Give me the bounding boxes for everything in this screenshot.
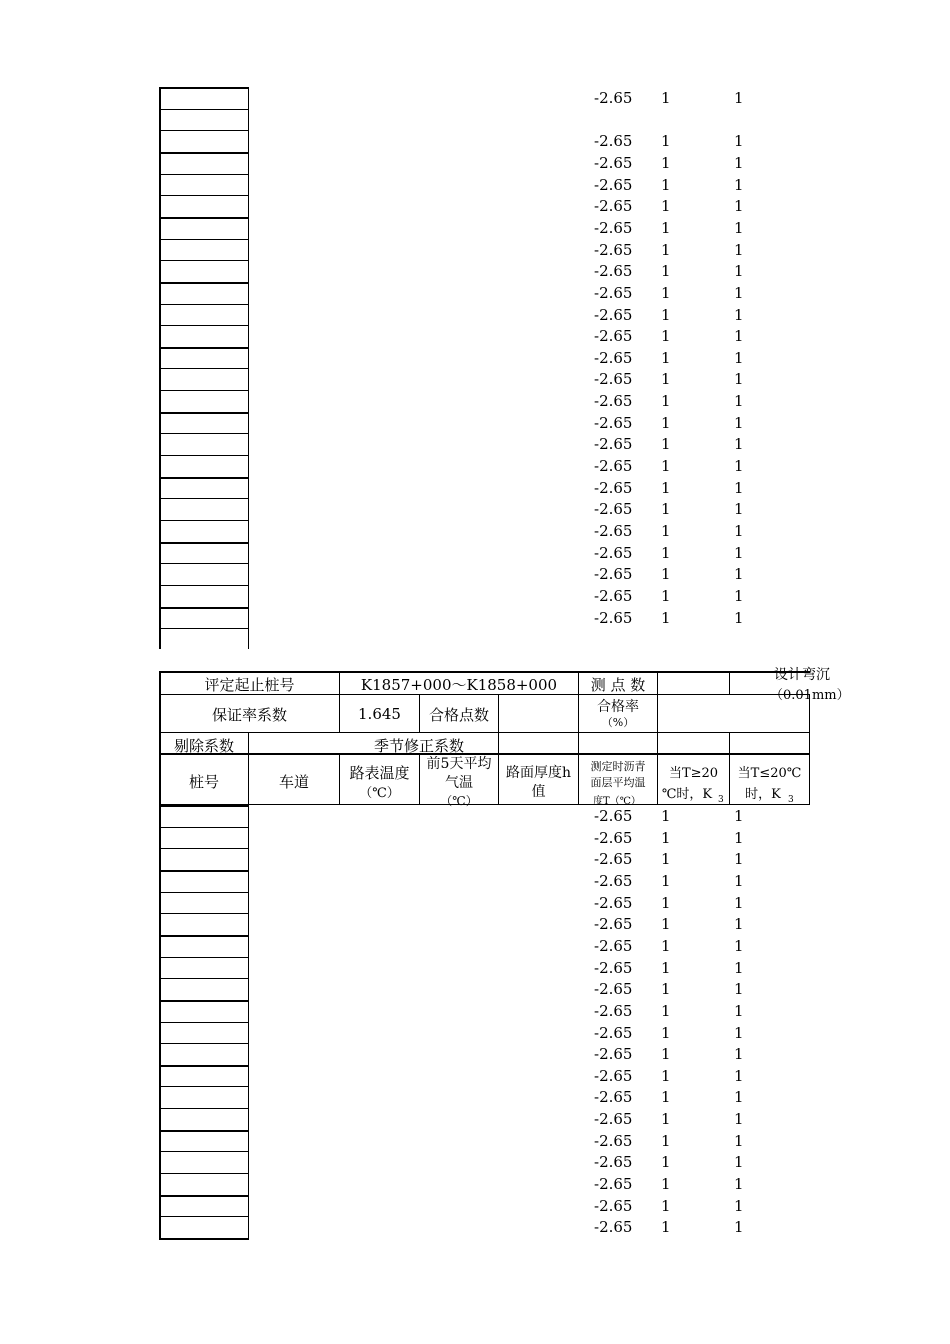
k3-high-value: 1 <box>661 1175 671 1194</box>
k3-low-value: 1 <box>734 1023 744 1042</box>
k3-high-value: 1 <box>661 197 671 216</box>
grid-line <box>159 1086 249 1087</box>
k3-high-value: 1 <box>661 958 671 977</box>
k3-low-value: 1 <box>734 1110 744 1129</box>
col-k3-low-line2: 时，K <box>745 787 781 802</box>
asphalt-temp-value: -2.65 <box>594 936 633 955</box>
k3-low-value: 1 <box>734 1175 744 1194</box>
asphalt-temp-value: -2.65 <box>594 1023 633 1042</box>
grid-line <box>159 913 249 914</box>
asphalt-temp-value: -2.65 <box>594 608 633 627</box>
k3-low-value: 1 <box>734 262 744 281</box>
asphalt-temp-value: -2.65 <box>594 457 633 476</box>
grid-line <box>159 1130 249 1132</box>
asphalt-temp-value: -2.65 <box>594 543 633 562</box>
k3-high-value: 1 <box>661 1196 671 1215</box>
grid-line <box>159 848 249 849</box>
k3-high-value: 1 <box>661 871 671 890</box>
grid-line <box>159 671 810 673</box>
k3-low-value: 1 <box>734 522 744 540</box>
k3-low-value: 1 <box>734 915 744 934</box>
asphalt-temp-value: -2.65 <box>594 1131 633 1150</box>
asphalt-temp-value: -2.65 <box>594 586 633 605</box>
k3-low-value: 1 <box>734 153 744 172</box>
grid-line <box>159 455 249 456</box>
col-asphalt-line2: 面层平均温 <box>590 776 646 789</box>
k3-high-value: 1 <box>661 1110 671 1129</box>
k3-high-value: 1 <box>661 89 671 107</box>
asphalt-temp-value: -2.65 <box>594 1001 633 1020</box>
asphalt-temp-value: -2.65 <box>594 500 633 519</box>
k3-low-value: 1 <box>734 348 744 367</box>
grid-line <box>248 732 249 804</box>
asphalt-temp-value: -2.65 <box>594 89 633 107</box>
k3-low-value: 1 <box>734 370 744 389</box>
grid-line <box>159 1151 249 1152</box>
col-asphalt-line1: 测定时沥青 <box>590 760 646 773</box>
grid-line <box>159 1043 249 1044</box>
k3-high-value: 1 <box>661 1066 671 1085</box>
asphalt-temp-value: -2.65 <box>594 565 633 584</box>
k3-high-value: 1 <box>661 936 671 955</box>
k3-high-value: 1 <box>661 893 671 912</box>
asphalt-temp-value: -2.65 <box>594 1196 633 1215</box>
asphalt-temp-value: -2.65 <box>594 1110 633 1129</box>
k3-low-value: 1 <box>734 1131 744 1150</box>
k3-low-value: 1 <box>734 828 744 847</box>
season-label: 季节修正系数 <box>373 737 464 755</box>
grid-line <box>159 304 249 305</box>
asphalt-temp-value: -2.65 <box>594 958 633 977</box>
eval-range-label: 评定起止桩号 <box>204 676 295 694</box>
k3-high-value: 1 <box>661 435 671 454</box>
pass-points-label: 合格点数 <box>428 706 489 724</box>
grid-line <box>159 732 810 733</box>
col-thickness-line1: 路面厚度h <box>505 765 572 781</box>
asphalt-temp-value: -2.65 <box>594 327 633 346</box>
k3-high-value: 1 <box>661 1001 671 1020</box>
k3-high-value: 1 <box>661 565 671 584</box>
asphalt-temp-value: -2.65 <box>594 413 633 432</box>
k3-low-value: 1 <box>734 413 744 432</box>
eval-range-value: K1857+000～K1858+000 <box>360 676 558 694</box>
k3-low-value: 1 <box>734 980 744 999</box>
k3-low-value: 1 <box>734 1088 744 1107</box>
grid-line <box>159 1195 249 1197</box>
asphalt-temp-value: -2.65 <box>594 807 633 825</box>
k3-high-value: 1 <box>661 1218 671 1237</box>
asphalt-temp-value: -2.65 <box>594 348 633 367</box>
grid-line <box>159 282 249 284</box>
k3-low-value: 1 <box>734 1153 744 1172</box>
k3-high-value: 1 <box>661 828 671 847</box>
col-k3-low-sub: 3 <box>788 795 794 805</box>
col-station: 桩号 <box>188 773 219 791</box>
grid-line <box>159 217 249 219</box>
col-lane: 车道 <box>278 773 309 791</box>
asphalt-temp-value: -2.65 <box>594 197 633 216</box>
grid-line <box>809 694 810 804</box>
grid-line <box>159 607 249 609</box>
grid-line <box>159 1000 249 1002</box>
k3-low-value: 1 <box>734 478 744 497</box>
asphalt-temp-value: -2.65 <box>594 1175 633 1194</box>
k3-high-value: 1 <box>661 1088 671 1107</box>
col-k3-low-line1: 当T≤20℃ <box>737 766 802 781</box>
k3-high-value: 1 <box>661 413 671 432</box>
k3-low-value: 1 <box>734 197 744 216</box>
grid-line <box>159 542 249 544</box>
asphalt-temp-value: -2.65 <box>594 153 633 172</box>
grid-line <box>159 1022 249 1023</box>
k3-low-value: 1 <box>734 240 744 259</box>
k3-low-value: 1 <box>734 500 744 519</box>
k3-low-value: 1 <box>734 1218 744 1237</box>
k3-high-value: 1 <box>661 522 671 540</box>
k3-high-value: 1 <box>661 370 671 389</box>
grid-line <box>159 498 249 499</box>
grid-line <box>159 935 249 937</box>
k3-low-value: 1 <box>734 586 744 605</box>
k3-high-value: 1 <box>661 915 671 934</box>
asphalt-temp-value: -2.65 <box>594 132 633 151</box>
k3-low-value: 1 <box>734 936 744 955</box>
k3-high-value: 1 <box>661 262 671 281</box>
asphalt-temp-value: -2.65 <box>594 828 633 847</box>
k3-low-value: 1 <box>734 958 744 977</box>
k3-high-value: 1 <box>661 608 671 627</box>
grid-line <box>159 195 249 196</box>
k3-high-value: 1 <box>661 153 671 172</box>
grid-line <box>159 585 249 586</box>
k3-high-value: 1 <box>661 240 671 259</box>
k3-high-value: 1 <box>661 457 671 476</box>
grid-line <box>159 109 249 110</box>
grid-line <box>159 390 249 391</box>
k3-high-value: 1 <box>661 586 671 605</box>
grid-line <box>159 130 249 131</box>
k3-low-value: 1 <box>734 807 744 825</box>
pass-rate-label: 合格率 <box>597 699 639 715</box>
k3-low-value: 1 <box>734 1196 744 1215</box>
k3-low-value: 1 <box>734 543 744 562</box>
col-k3-high-line1: 当T≥20 <box>668 766 719 781</box>
k3-low-value: 1 <box>734 327 744 346</box>
grid-line <box>159 368 249 369</box>
grid-line <box>159 87 249 89</box>
k3-low-value: 1 <box>734 218 744 237</box>
k3-low-value: 1 <box>734 1066 744 1085</box>
grid-line <box>159 1238 249 1240</box>
grid-line <box>159 433 249 434</box>
k3-high-value: 1 <box>661 1131 671 1150</box>
asphalt-temp-value: -2.65 <box>594 262 633 281</box>
col-asphalt-line3: 度T（℃） <box>593 796 641 807</box>
asphalt-temp-value: -2.65 <box>594 175 633 194</box>
asphalt-temp-value: -2.65 <box>594 283 633 302</box>
k3-high-value: 1 <box>661 175 671 194</box>
k3-low-value: 1 <box>734 1045 744 1064</box>
grid-line <box>159 1065 249 1067</box>
k3-high-value: 1 <box>661 348 671 367</box>
asphalt-temp-value: -2.65 <box>594 893 633 912</box>
grid-line <box>159 152 249 154</box>
k3-high-value: 1 <box>661 807 671 825</box>
asphalt-temp-value: -2.65 <box>594 218 633 237</box>
k3-high-value: 1 <box>661 850 671 869</box>
grid-line <box>159 892 249 893</box>
col-avg5-line2: 气温 <box>445 775 473 791</box>
k3-high-value: 1 <box>661 132 671 151</box>
pass-rate-unit: （%） <box>601 716 635 729</box>
col-k3-high-line2: ℃时，K <box>661 787 713 802</box>
asphalt-temp-value: -2.65 <box>594 1153 633 1172</box>
k3-low-value: 1 <box>734 871 744 890</box>
guarantee-label: 保证率系数 <box>211 706 287 724</box>
asphalt-temp-value: -2.65 <box>594 1218 633 1237</box>
asphalt-temp-value: -2.65 <box>594 915 633 934</box>
grid-line <box>159 260 249 261</box>
col-surface-temp: 路表温度 <box>349 764 410 782</box>
grid-line <box>159 325 249 326</box>
col-surface-temp-unit: （℃） <box>359 786 400 801</box>
grid-line <box>159 978 249 979</box>
grid-line <box>159 805 249 807</box>
asphalt-temp-value: -2.65 <box>594 1045 633 1064</box>
grid-line <box>159 174 249 175</box>
asphalt-temp-value: -2.65 <box>594 392 633 411</box>
k3-high-value: 1 <box>661 327 671 346</box>
k3-low-value: 1 <box>734 565 744 584</box>
grid-line <box>159 1173 249 1174</box>
k3-high-value: 1 <box>661 1153 671 1172</box>
points-count-label: 测 点 数 <box>590 676 646 694</box>
asphalt-temp-value: -2.65 <box>594 1066 633 1085</box>
k3-high-value: 1 <box>661 1045 671 1064</box>
grid-line <box>159 957 249 958</box>
k3-low-value: 1 <box>734 1001 744 1020</box>
grid-line <box>159 347 249 349</box>
asphalt-temp-value: -2.65 <box>594 240 633 259</box>
grid-line <box>159 412 249 414</box>
k3-high-value: 1 <box>661 218 671 237</box>
k3-low-value: 1 <box>734 850 744 869</box>
col-thickness-line2: 值 <box>531 784 546 800</box>
grid-line <box>729 671 730 694</box>
k3-low-value: 1 <box>734 132 744 151</box>
design-deflection-unit: （0.01mm） <box>770 688 850 703</box>
asphalt-temp-value: -2.65 <box>594 1088 633 1107</box>
k3-low-value: 1 <box>734 89 744 107</box>
grid-line <box>159 870 249 872</box>
k3-high-value: 1 <box>661 392 671 411</box>
asphalt-temp-value: -2.65 <box>594 850 633 869</box>
asphalt-temp-value: -2.65 <box>594 478 633 497</box>
grid-line <box>159 239 249 240</box>
k3-high-value: 1 <box>661 500 671 519</box>
k3-low-value: 1 <box>734 457 744 476</box>
k3-low-value: 1 <box>734 392 744 411</box>
asphalt-temp-value: -2.65 <box>594 370 633 389</box>
col-k3-high-sub: 3 <box>718 795 724 805</box>
grid-line <box>159 477 249 479</box>
asphalt-temp-value: -2.65 <box>594 435 633 454</box>
col-avg5-line1: 前5天平均 <box>426 756 492 772</box>
k3-high-value: 1 <box>661 1023 671 1042</box>
grid-line <box>159 563 249 564</box>
k3-low-value: 1 <box>734 608 744 627</box>
col-avg5-unit: （℃） <box>440 794 478 808</box>
k3-low-value: 1 <box>734 893 744 912</box>
asphalt-temp-value: -2.65 <box>594 871 633 890</box>
grid-line <box>159 520 249 521</box>
grid-line <box>159 1108 249 1109</box>
k3-low-value: 1 <box>734 175 744 194</box>
grid-line <box>159 1216 249 1217</box>
k3-low-value: 1 <box>734 435 744 454</box>
k3-high-value: 1 <box>661 543 671 562</box>
grid-line <box>159 628 249 629</box>
k3-high-value: 1 <box>661 305 671 324</box>
asphalt-temp-value: -2.65 <box>594 980 633 999</box>
reject-label: 剔除系数 <box>173 737 234 755</box>
grid-line <box>159 827 249 828</box>
asphalt-temp-value: -2.65 <box>594 522 633 540</box>
k3-high-value: 1 <box>661 980 671 999</box>
k3-high-value: 1 <box>661 283 671 302</box>
k3-high-value: 1 <box>661 478 671 497</box>
design-deflection-label: 设计弯沉 <box>774 667 830 683</box>
asphalt-temp-value: -2.65 <box>594 305 633 324</box>
k3-low-value: 1 <box>734 283 744 302</box>
guarantee-value: 1.645 <box>358 705 401 723</box>
k3-low-value: 1 <box>734 305 744 324</box>
